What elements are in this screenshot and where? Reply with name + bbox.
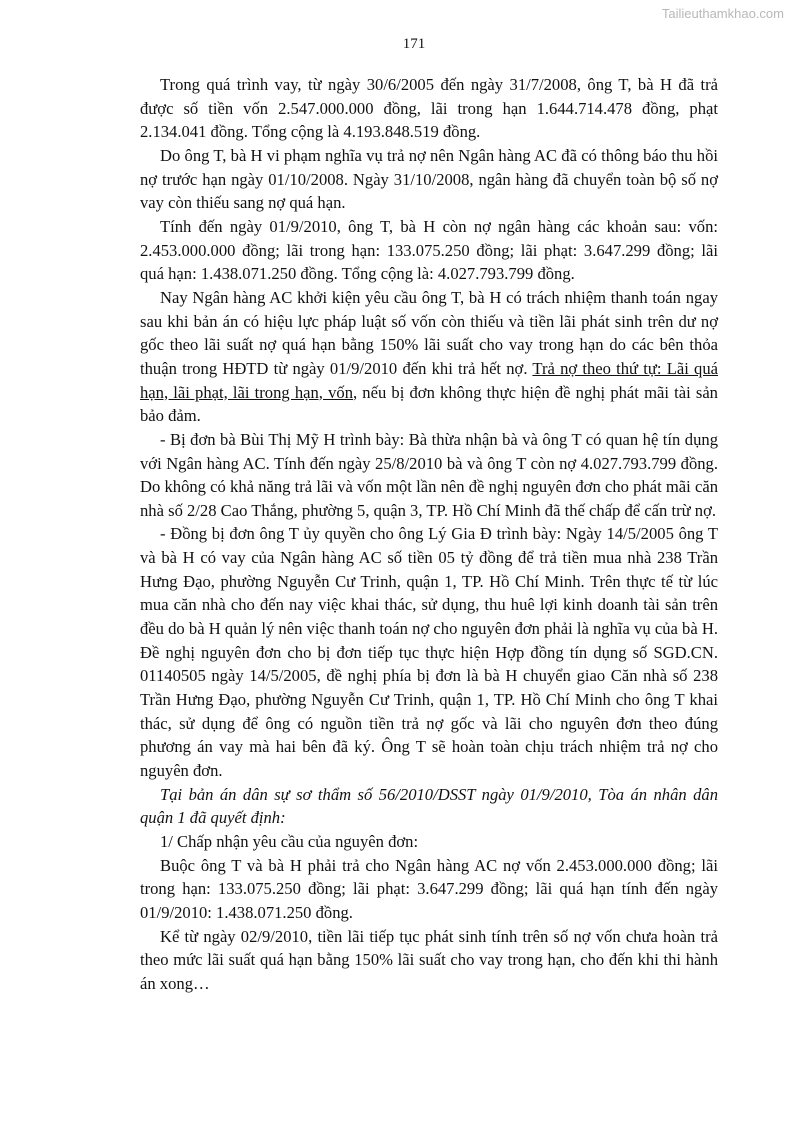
paragraph: Tính đến ngày 01/9/2010, ông T, bà H còn nợ ngân hàng các khoản sau: vốn: 2.453.000.000 đồng; lãi trong hạn: 133.075.250 đồng; lãi phạt: 3.647.299 đồng; lãi quá hạn: 1.438.071.250 đồng. Tổng cộng là: 4.027.793.799 đồng. <box>140 216 718 284</box>
paragraph <box>140 286 718 428</box>
paragraph: Buộc ông T và bà H phải trả cho Ngân hàng AC nợ vốn 2.453.000.000 đồng; lãi trong hạn: 133.075.250 đồng; lãi phạt: 3.647.299 đồng; lãi quá hạn tính đến ngày 01/9/2010: 1.438.071.250 đồng. <box>140 855 718 922</box>
paragraph: Trong quá trình vay, từ ngày 30/6/2005 đến ngày 31/7/2008, ông T, bà H đã trả được số tiền vốn 2.547.000.000 đồng, lãi trong hạn 1.644.714.478 đồng, phạt 2.134.041 đồng. Tổng cộng là 4.193.848.519 đồng. <box>140 75 718 142</box>
text: Nay Ngân hàng AC khởi kiện yêu cầu ông T, bà H có trách nhiệm thanh toán ngay sau khi bản án có hiệu lực pháp luật số vốn còn thiếu và tiền lãi phát sinh trên dư nợ gốc theo lãi suất nợ quá hạn bằng 150% lãi suất cho vay trong hạn do các bên thỏa thuận trong HĐTD từ ngày 01/9/2010 đến khi trả hết nợ. <box>140 287 718 378</box>
italic-paragraph: Tại bản án dân sự sơ thẩm số 56/2010/DSST ngày 01/9/2010, Tòa án nhân dân quận 1 đã quyết định: <box>140 784 718 828</box>
watermark: Tailieuthamkhao.com <box>661 6 784 21</box>
paragraph: 1/ Chấp nhận yêu cầu của nguyên đơn: <box>160 832 419 851</box>
text: , nếu bị đơn không thực hiện đề nghị phát mãi tài sản bảo đảm. <box>140 382 718 426</box>
paragraph: - Bị đơn bà Bùi Thị Mỹ H trình bày: Bà thừa nhận bà và ông T có quan hệ tín dụng với Ngân hàng AC. Tính đến ngày 25/8/2010 bà và ông T còn nợ 4.027.793.799 đồng. Do không có khả năng trả lãi và vốn một lần nên đề nghị nguyên đơn cho phát mãi căn nhà số 2/28 Cao Thắng, phường 5, quận 3, TP. Hồ Chí Minh đã thế chấp để cấn trừ nợ. <box>140 429 718 520</box>
paragraph: Kể từ ngày 02/9/2010, tiền lãi tiếp tục phát sinh tính trên số nợ vốn chưa hoàn trả theo mức lãi suất quá hạn bằng 150% lãi suất cho vay trong hạn, cho đến khi thi hành án xong… <box>140 926 718 993</box>
paragraph: - Đồng bị đơn ông T ủy quyền cho ông Lý Gia Đ trình bày: Ngày 14/5/2005 ông T và bà H có vay của Ngân hàng AC số tiền 05 tỷ đồng để trả tiền mua nhà 238 Trần Hưng Đạo, phường Nguyễn Cư Trinh, quận 1, TP. Hồ Chí Minh. Trên thực tế từ lúc mua căn nhà cho đến nay việc khai thác, sử dụng, thu huê lợi kinh doanh tài sản trên đều do bà H quản lý nên việc thanh toán nợ cho nguyên đơn phải là nghĩa vụ của bà H. Đề nghị nguyên đơn cho bị đơn tiếp tục thực hiện Hợp đồng tín dụng số SGD.CN. 01140505 ngày 14/5/2005, đề nghị phía bị đơn là bà H chuyển giao Căn nhà số 238 Trần Hưng Đạo, phường Nguyễn Cư Trinh, quận 1, TP. Hồ Chí Minh cho ông T khai thác, sử dụng để ông có nguồn tiền trả nợ gốc và lãi cho nguyên đơn theo đúng phương án vay mà hai bên đã ký. Ông T sẽ hoàn toàn chịu trách nhiệm trả nợ cho nguyên đơn. <box>140 524 718 781</box>
underlined-text: Trả nợ theo thứ tự: Lãi quá hạn, lãi phạt, lãi trong hạn, vốn <box>140 358 718 402</box>
document-body <box>140 73 718 996</box>
paragraph: Do ông T, bà H vi phạm nghĩa vụ trả nợ nên Ngân hàng AC đã có thông báo thu hồi nợ trước hạn ngày 01/10/2008. Ngày 31/10/2008, ngân hàng đã chuyển toàn bộ số nợ vay còn thiếu sang nợ quá hạn. <box>140 145 718 213</box>
page-number: 171 <box>402 36 426 52</box>
